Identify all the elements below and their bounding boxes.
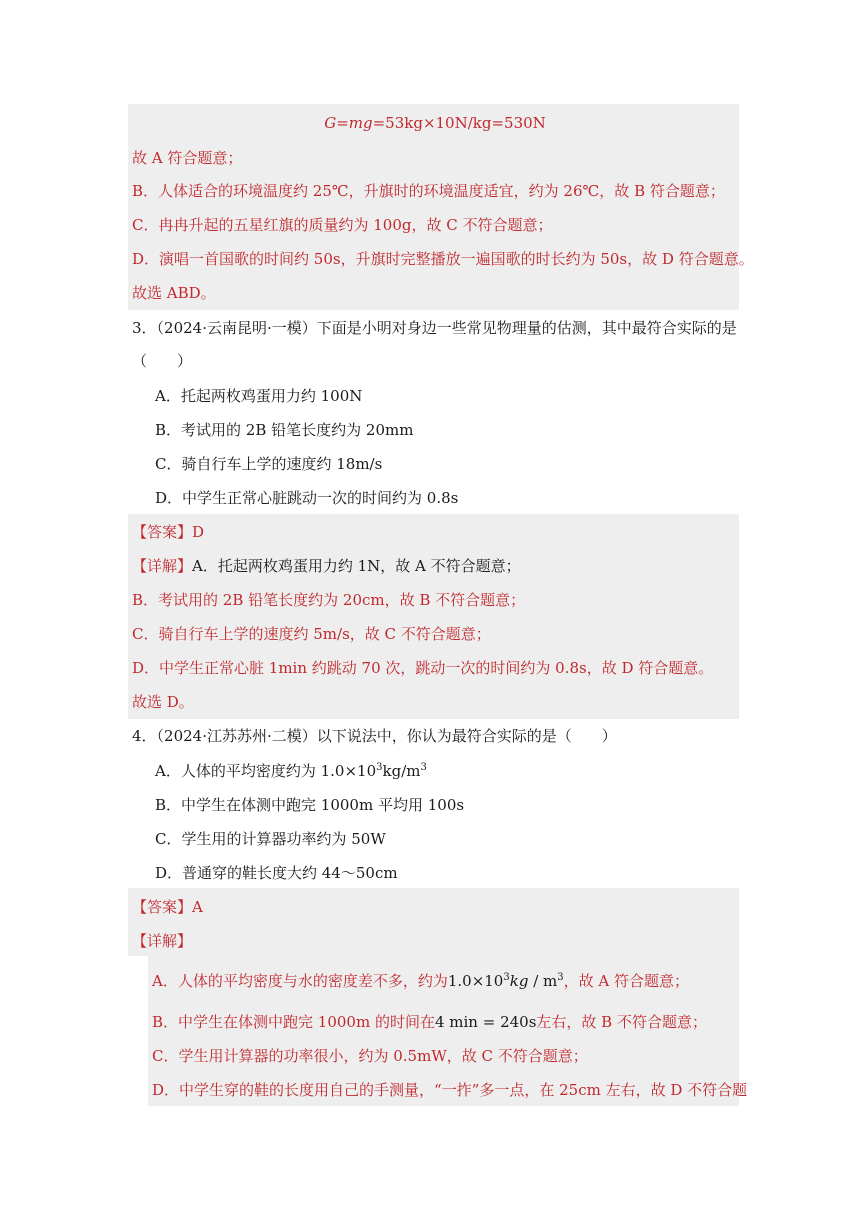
q4-answer: 【答案】A bbox=[132, 898, 203, 916]
q4-detail-b-text: B．中学生在体测中跑完 1000m 的时间在 bbox=[152, 1013, 435, 1031]
q3-option-d: D．中学生正常心脏跳动一次的时间约为 0.8s bbox=[155, 489, 459, 507]
top-line-3: C．冉冉升起的五星红旗的质量约为 100g，故 C 不符合题意； bbox=[132, 216, 553, 234]
q4-option-a-exp2: 3 bbox=[420, 762, 427, 773]
q4-detail-b-post: 左右，故 B 不符合题意； bbox=[536, 1013, 707, 1031]
q4-option-b: B．中学生在体测中跑完 1000m 平均用 100s bbox=[155, 796, 465, 814]
q4-option-a-text: A．人体的平均密度约为 1.0×10 bbox=[155, 762, 377, 780]
q4-detail-a-unit: kg bbox=[509, 972, 529, 990]
q4-option-a bbox=[155, 761, 427, 781]
q4-detail-label: 【详解】 bbox=[132, 932, 193, 950]
q3-detail-d: D．中学生正常心脏 1min 约跳动 70 次，跳动一次的时间约为 0.8s，故 D 符合题意。 bbox=[132, 659, 714, 677]
q3-detail-b: B．考试用的 2B 铅笔长度约为 20cm，故 B 不符合题意； bbox=[132, 591, 526, 609]
top-line-2: B．人体适合的环境温度约 25℃，升旗时的环境温度适宜，约为 26℃，故 B 符合题意； bbox=[132, 182, 725, 200]
q4-detail-a-num: 1.0×10 bbox=[447, 972, 504, 990]
q4-option-c: C．学生用的计算器功率约为 50W bbox=[155, 830, 386, 848]
q3-option-a: A．托起两枚鸡蛋用力约 100N bbox=[155, 387, 363, 405]
q3-detail-a: A．托起两枚鸡蛋用力约 1N，故 A 不符合题意； bbox=[192, 557, 521, 575]
q3-detail-label: 【详解】 bbox=[132, 557, 193, 575]
q4-option-d: D．普通穿的鞋长度大约 44～50cm bbox=[155, 864, 398, 882]
q3-answer: 【答案】D bbox=[132, 523, 205, 541]
q3-detail-line-1 bbox=[132, 556, 521, 576]
q4-option-a-exp: 3 bbox=[376, 762, 383, 773]
q4-detail-d: D．中学生穿的鞋的长度用自己的手测量，“一拃”多一点，在 25cm 左右，故 D 不符合题 bbox=[152, 1081, 748, 1099]
q3-option-c: C．骑自行车上学的速度约 18m/s bbox=[155, 455, 383, 473]
formula-text: G=mg=53kg×10N/kg=530N bbox=[324, 114, 546, 132]
q3-detail-c: C．骑自行车上学的速度约 5m/s，故 C 不符合题意； bbox=[132, 625, 491, 643]
formula-line bbox=[132, 113, 738, 133]
answer-panel-q3 bbox=[128, 514, 739, 719]
q4-detail-a bbox=[152, 971, 689, 991]
q4-detail-a-slash: / m bbox=[528, 972, 558, 990]
top-line-5: 故选 ABD。 bbox=[132, 284, 216, 302]
answer-panel-top bbox=[128, 104, 739, 310]
q4-detail-a-formula bbox=[448, 972, 564, 990]
q4-detail-c: C．学生用计算器的功率很小，约为 0.5mW，故 C 不符合题意； bbox=[152, 1047, 588, 1065]
q4-stem: 4．（2024·江苏苏州·二模）以下说法中，你认为最符合实际的是（ ） bbox=[132, 727, 617, 745]
q3-conclusion: 故选 D。 bbox=[132, 693, 194, 711]
q4-detail-b-formula: 4 min = 240s bbox=[434, 1013, 537, 1031]
q4-detail-a-exp: 3 bbox=[503, 972, 510, 983]
q4-detail-a-text: A．人体的平均密度与水的密度差不多，约为 bbox=[152, 972, 448, 990]
q3-stem: 3．（2024·云南昆明·一模）下面是小明对身边一些常见物理量的估测，其中最符合实际的是 bbox=[132, 319, 737, 337]
top-line-4: D．演唱一首国歌的时间约 50s，升旗时完整播放一遍国歌的时长约为 50s，故 D 符合题意。 bbox=[132, 250, 754, 268]
q4-detail-a-exp2: 3 bbox=[557, 972, 564, 983]
answer-panel-q4-outer bbox=[128, 888, 739, 956]
top-line-1: 故 A 符合题意； bbox=[132, 149, 243, 167]
q3-paren: （ ） bbox=[132, 352, 193, 370]
q4-detail-b bbox=[152, 1012, 707, 1032]
q3-option-b: B．考试用的 2B 铅笔长度约为 20mm bbox=[155, 421, 414, 439]
q4-detail-a-post: ，故 A 符合题意； bbox=[563, 972, 690, 990]
q4-option-a-unit: kg/m bbox=[382, 762, 421, 780]
